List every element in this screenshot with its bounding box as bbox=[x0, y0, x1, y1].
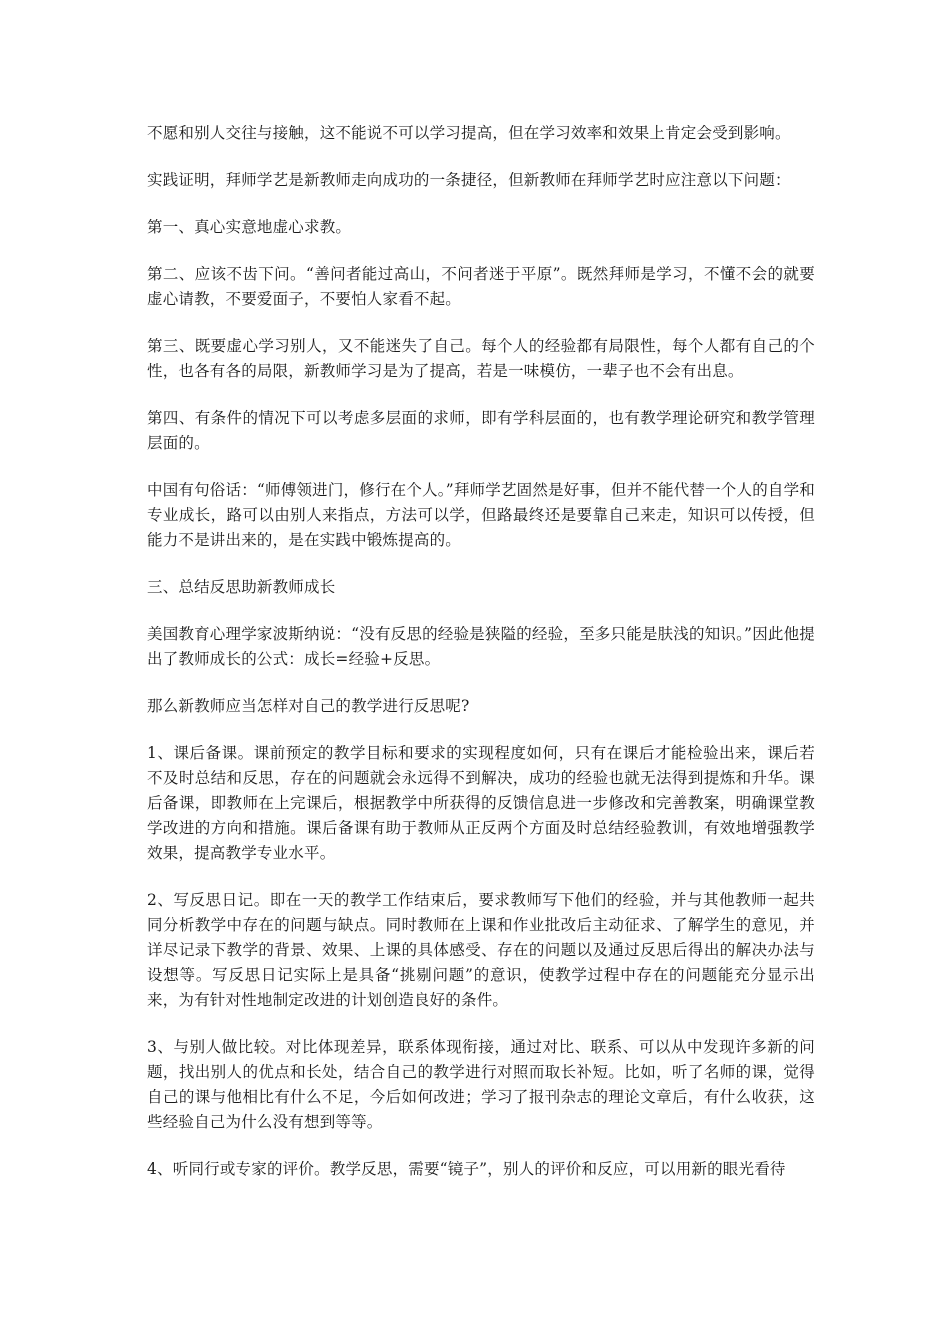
paragraph: 3、与别人做比较。对比体现差异，联系体现衔接，通过对比、联系、可以从中发现许多新的问题，找出别人的优点和长处，结合自己的教学进行对照而取长补短。比如，听了名师的课，觉得自己的课与他相比有什么不足，今后如何改进；学习了报刊杂志的理论文章后，有什么收获，这些经验自己为什么没有想到等等。 bbox=[147, 1038, 815, 1131]
paragraph: 2、写反思日记。即在一天的教学工作结束后，要求教师写下他们的经验，并与其他教师一起共同分析教学中存在的问题与缺点。同时教师在上课和作业批改后主动征求、了解学生的意见，并详尽记录下教学的背景、效果、上课的具体感受、存在的问题以及通过反思后得出的解决办法与设想等。写反思日记实际上是具备“挑剔问题”的意识，使教学过程中存在的问题能充分显示出来，为有针对性地制定改进的计划创造良好的条件。 bbox=[147, 891, 815, 1009]
paragraph: 第四、有条件的情况下可以考虑多层面的求师，即有学科层面的，也有教学理论研究和教学管理层面的。 bbox=[147, 409, 815, 452]
section-heading: 三、总结反思助新教师成长 bbox=[147, 578, 336, 596]
paragraph: 实践证明，拜师学艺是新教师走向成功的一条捷径，但新教师在拜师学艺时应注意以下问题： bbox=[147, 171, 791, 189]
paragraph: 中国有句俗话：“师傅领进门，修行在个人。”拜师学艺固然是好事，但并不能代替一个人的自学和专业成长，路可以由别人来指点，方法可以学，但路最终还是要靠自己来走，知识可以传授，但能力不是讲出来的，是在实践中锻炼提高的。 bbox=[147, 481, 815, 549]
paragraph: 美国教育心理学家波斯纳说：“没有反思的经验是狭隘的经验，至多只能是肤浅的知识。”因此他提出了教师成长的公式：成长=经验+反思。 bbox=[147, 625, 815, 668]
paragraph: 第一、真心实意地虚心求教。 bbox=[147, 218, 352, 236]
paragraph: 不愿和别人交往与接触，这不能说不可以学习提高，但在学习效率和效果上肯定会受到影响。 bbox=[147, 124, 791, 142]
paragraph: 第三、既要虚心学习别人，又不能迷失了自己。每个人的经验都有局限性，每个人都有自己的个性，也各有各的局限，新教师学习是为了提高，若是一味模仿，一辈子也不会有出息。 bbox=[147, 337, 815, 380]
document-body bbox=[147, 121, 815, 1204]
paragraph: 4、听同行或专家的评价。教学反思，需要“镜子”，别人的评价和反应，可以用新的眼光看待 bbox=[147, 1160, 786, 1178]
paragraph: 1、课后备课。课前预定的教学目标和要求的实现程度如何，只有在课后才能检验出来，课后若不及时总结和反思，存在的问题就会永远得不到解决，成功的经验也就无法得到提炼和升华。课后备课，即教师在上完课后，根据教学中所获得的反馈信息进一步修改和完善教案，明确课堂教学改进的方向和措施。课后备课有助于教师从正反两个方面及时总结经验教训，有效地增强教学效果，提高教学专业水平。 bbox=[147, 744, 815, 862]
paragraph: 第二、应该不齿下问。“善问者能过高山，不问者迷于平原”。既然拜师是学习，不懂不会的就要虚心请教，不要爱面子，不要怕人家看不起。 bbox=[147, 265, 815, 308]
paragraph: 那么新教师应当怎样对自己的教学进行反思呢? bbox=[147, 697, 470, 715]
